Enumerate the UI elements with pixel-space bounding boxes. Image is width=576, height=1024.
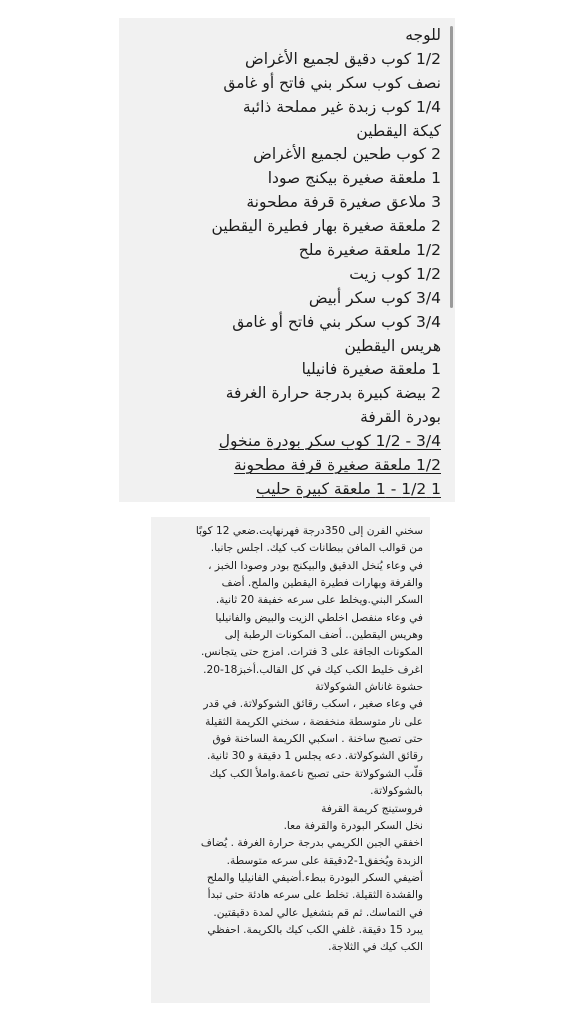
method-line: نخل السكر البودرة والقرفة معا.: [283, 819, 423, 832]
ingredient-line: 1 ملعقة صغيرة فانيليا: [301, 360, 441, 379]
ingredients-card: [119, 18, 455, 502]
ingredient-line: 1/2 ملعقة صغيرة قرفة مطحونة: [233, 456, 441, 475]
method-line: على نار متوسطة منخفضة ، سخني الكريمة الثقيلة: [205, 715, 423, 728]
method-line: يبرد 15 دقيقة. غلفي الكب كيك بالكريمة. احفظي: [207, 923, 423, 936]
ingredient-line: 3/4 كوب سكر أبيض: [308, 288, 441, 307]
method-line: رقائق الشوكولاتة. دعه يجلس 1 دقيقة و 30 ثانية.: [206, 750, 423, 763]
method-line: اخفقي الجبن الكريمي بدرجة حرارة الغرفة . يُضاف: [200, 837, 423, 850]
ingredient-line: نصف كوب سكر بني فاتح أو غامق: [223, 73, 441, 92]
method-line: وهريس اليقطين.. أضف المكونات الرطبة إلى: [224, 629, 423, 642]
ingredient-line: 1 ملعقة صغيرة بيكنج صودا: [267, 169, 441, 188]
method-card: [151, 517, 430, 1003]
method-line: سخني الفرن إلى 350درجة فهرنهايت.ضعي 12 كوبًا: [195, 525, 423, 537]
ingredients-list: [131, 24, 441, 502]
ingredient-line: 1 1/2 - 1 ملعقة كبيرة حليب: [256, 479, 441, 498]
method-line: الزبدة ويُخفق1-2دقيقة على سرعه متوسطة.: [226, 854, 423, 867]
ingredient-line: بودرة القرفة: [360, 408, 441, 427]
ingredient-line: 1/2 كوب زيت: [349, 264, 441, 283]
method-line: السكر البني.ويخلط على سرعه خفيفة 20 ثانية.: [215, 594, 423, 607]
method-text: [157, 523, 423, 957]
method-line: المكونات الجافة على 3 فترات. امزج حتى يتجانس.: [200, 646, 423, 659]
method-line: في وعاء صغير ، اسكب رقائق الشوكولاتة. في قدر: [203, 698, 423, 711]
ingredient-line: 3/4 كوب سكر بني فاتح أو غامق: [232, 312, 441, 331]
method-line: حتى تصبح ساخنة . اسكبي الكريمة الساخنة فوق: [212, 733, 423, 746]
method-line: أضيفي السكر البودرة ببطء.أضيفي الفانيليا والملح: [206, 871, 423, 884]
ingredient-line: 1/2 ملعقة صغيرة ملح: [298, 241, 441, 260]
ingredient-line: كيكة اليقطين: [356, 121, 441, 140]
ingredient-line: هريس اليقطين: [344, 336, 441, 355]
ingredient-line: 1/4 كوب زبدة غير مملحة ذائبة: [242, 97, 441, 116]
scrollbar[interactable]: [450, 26, 453, 308]
ingredient-line: 2 بيضة كبيرة بدرجة حرارة الغرفة: [225, 384, 441, 403]
ingredient-line: 3 ملاعق صغيرة قرفة مطحونة: [246, 193, 441, 212]
method-line: اغرف خليط الكب كيك في كل القالب.أخبز18-20.: [203, 663, 423, 676]
method-line: حشوة غاناش الشوكولاتة: [315, 681, 423, 694]
method-line: بالشوكولاتة.: [370, 785, 423, 798]
ingredient-line: 3/4 - 1/2 كوب سكر بودرة منخول: [218, 432, 441, 451]
ingredient-line: 2 كوب طحين لجميع الأغراض: [253, 145, 441, 164]
method-line: في التماسك. ثم قم بتشغيل عالي لمدة دقيقتين.: [213, 906, 423, 919]
method-line: فروستينج كريمة القرفة: [321, 802, 423, 815]
ingredient-line: للوجه: [405, 26, 441, 44]
method-line: والقرفة وبهارات فطيرة اليقطين والملح. أضف: [221, 577, 423, 590]
method-line: والقشدة الثقيلة. تخلط على سرعه هادئة حتى تبدأ: [207, 889, 423, 902]
method-line: قلّب الشوكولاتة حتى تصبح ناعمة.واملأ الكب كيك: [209, 767, 423, 780]
method-line: في وعاء منفصل اخلطي الزيت والبيض والفانيليا: [215, 611, 423, 624]
ingredient-line: 1/2 كوب دقيق لجميع الأغراض: [244, 49, 441, 68]
method-line: في وعاء يُنخل الدقيق والبيكنج بودر وصودا الخبز ،: [208, 559, 423, 572]
method-line: من قوالب المافن ببطانات كب كيك. اجلس جانبا.: [210, 542, 423, 555]
method-line: الكب كيك في الثلاجة.: [328, 941, 423, 954]
ingredient-line: 2 ملعقة صغيرة بهار فطيرة اليقطين: [211, 217, 441, 236]
